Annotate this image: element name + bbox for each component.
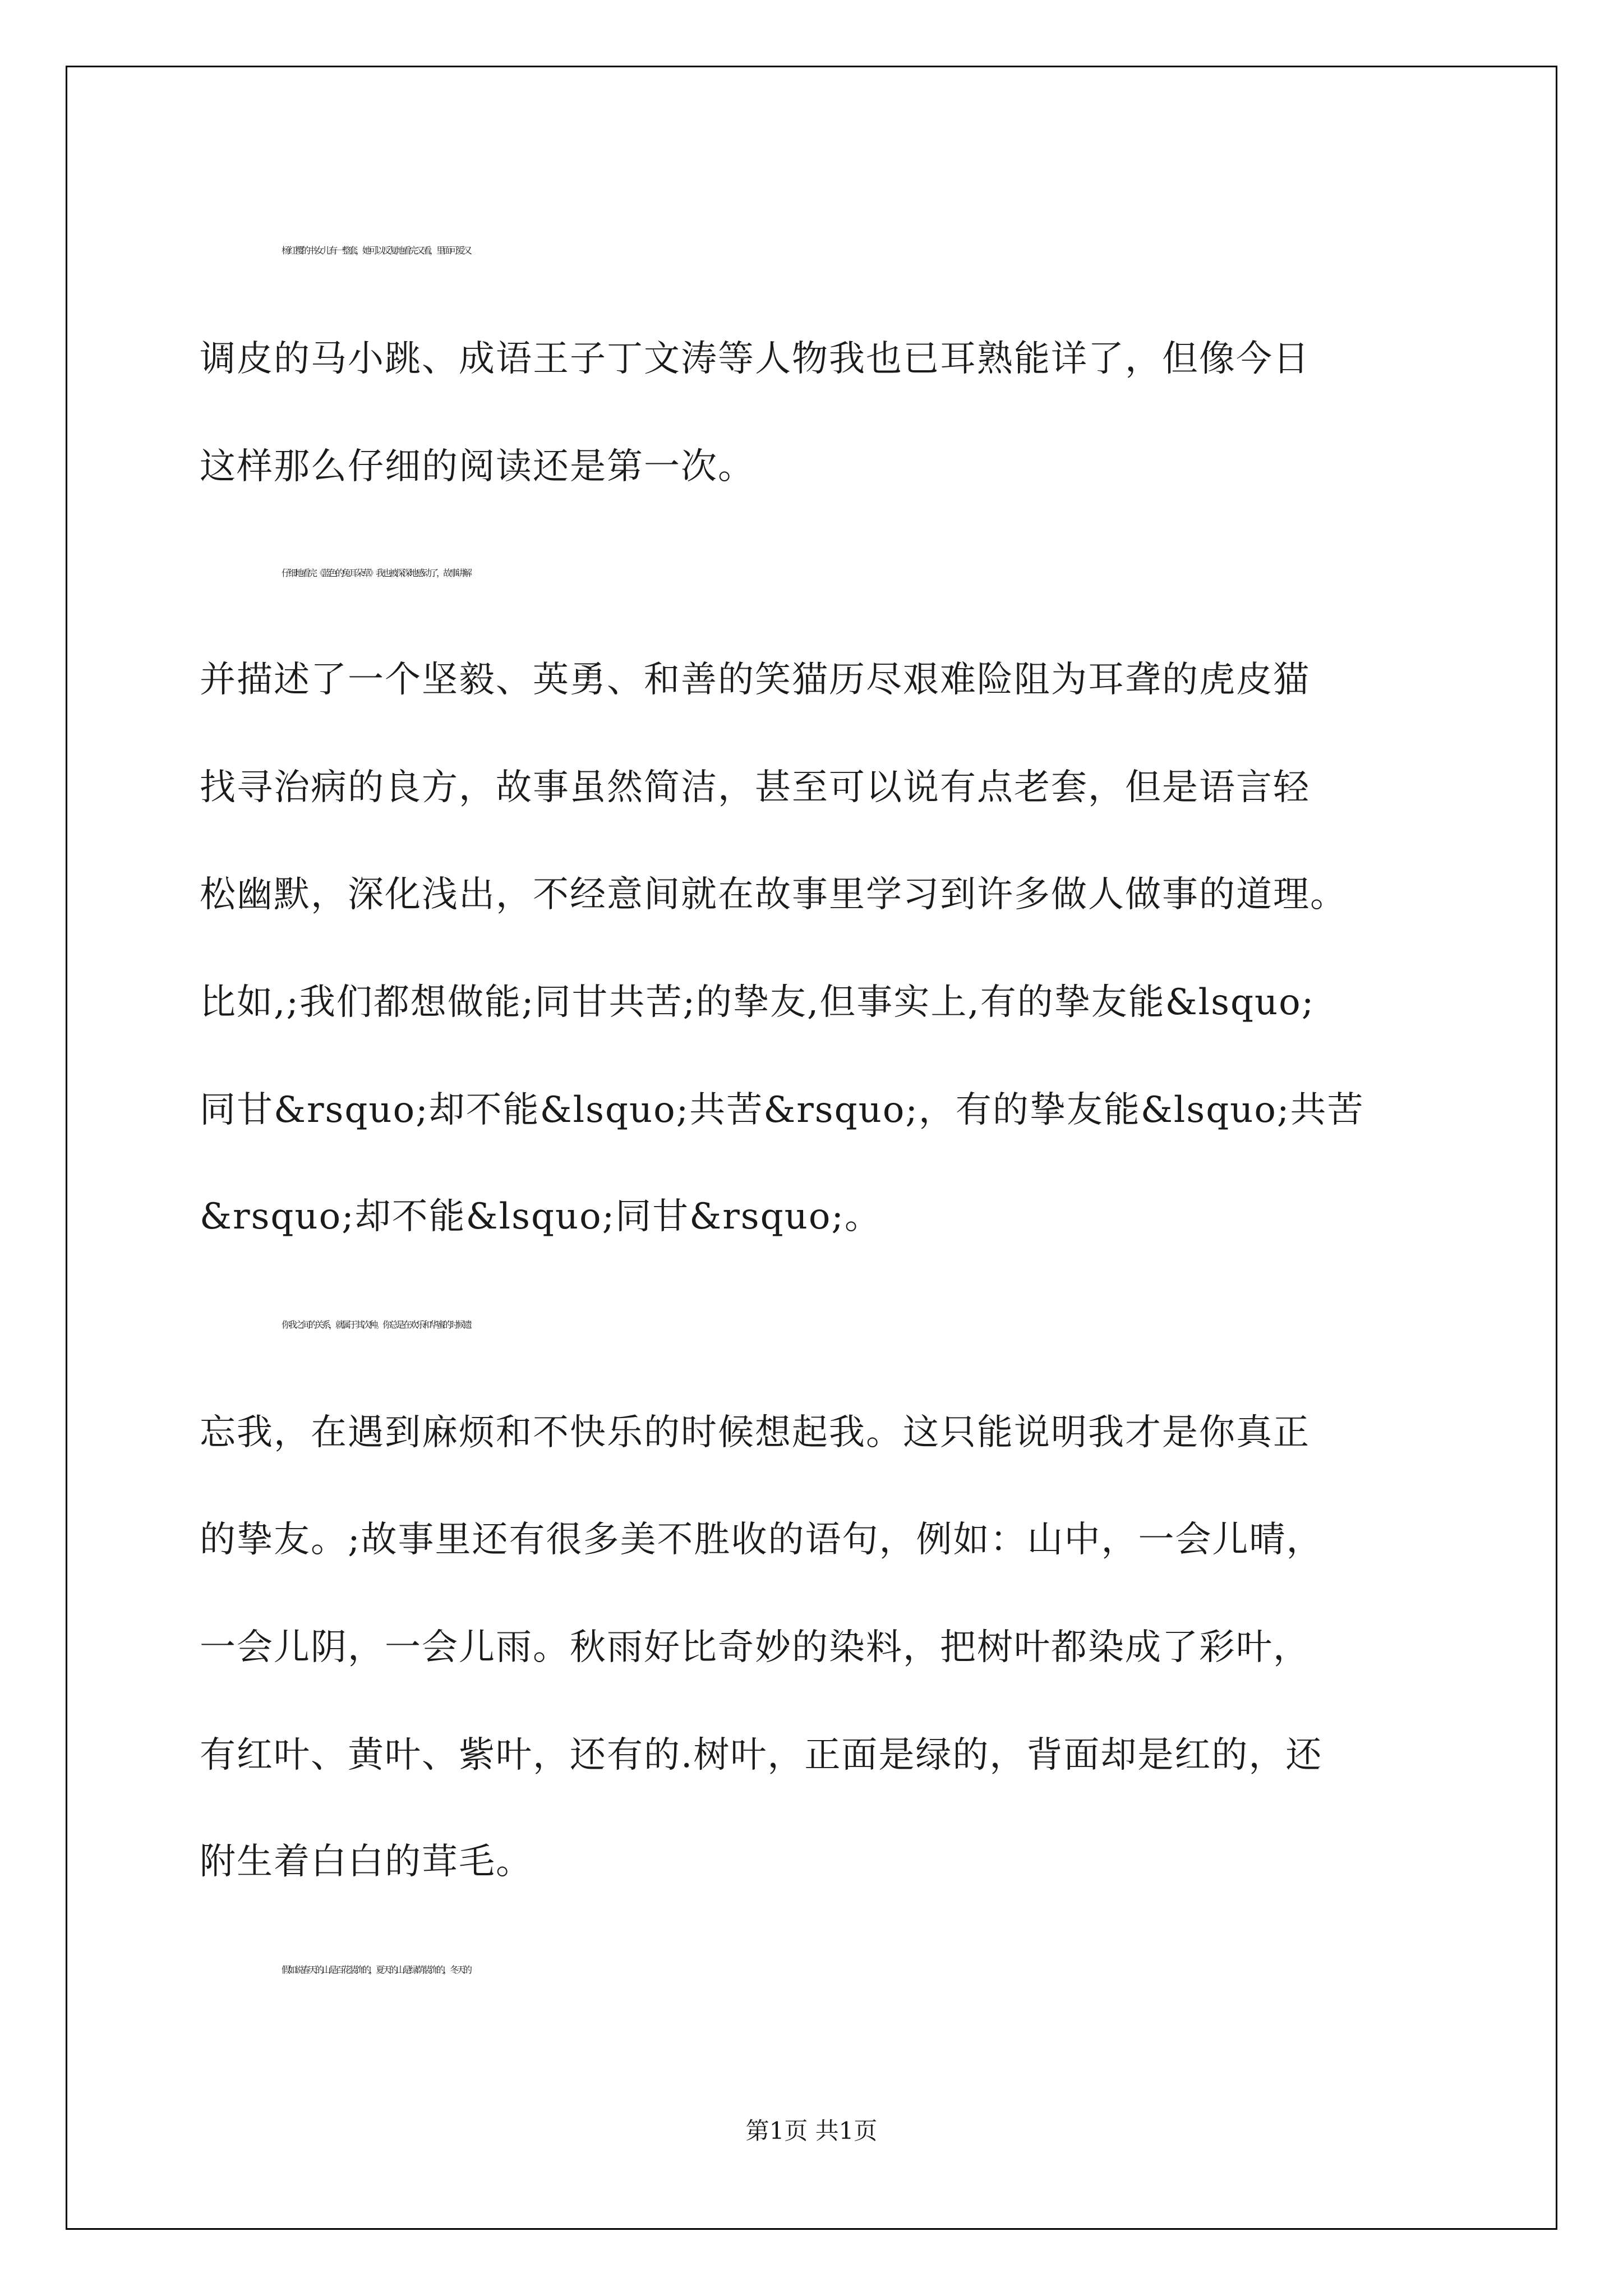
- paragraph-3-line-4: 一会儿阴，一会儿雨。秋雨好比奇妙的染料，把树叶都染成了彩叶，: [200, 1627, 1310, 1668]
- paragraph-2-line-4: 松幽默，深化浅出，不经意间就在故事里学习到许多做人做事的道理。: [200, 874, 1347, 915]
- page-border: [66, 66, 1557, 2230]
- page-number-footer: 第1页 共1页: [745, 2117, 878, 2145]
- paragraph-2-line-5: 比如,;我们都想做能;同甘共苦;的挚友,但事实上,有的挚友能&lsquo;: [200, 982, 1315, 1023]
- paragraph-3-line-3: 的挚友。;故事里还有很多美不胜收的语句，例如：山中，一会儿晴，: [200, 1519, 1324, 1561]
- paragraph-3-line-6: 附生着白白的茸毛。: [200, 1841, 533, 1883]
- paragraph-4-line-1: 假如说春天的山是百花装饰的，夏天的山是绿荫装饰的，冬天的: [282, 1964, 471, 1975]
- paragraph-1-line-3: 这样那么仔细的阅读还是第一次。: [200, 446, 755, 487]
- paragraph-2-line-2: 并描述了一个坚毅、英勇、和善的笑猫历尽艰难险阻为耳聋的虎皮猫: [200, 659, 1310, 701]
- paragraph-3-line-1: 你我之间的关系，就属于其次种。你总是在欢乐和华蜜的时候遗: [282, 1319, 471, 1330]
- paragraph-2-line-6: 同甘&rsquo;却不能&lsquo;共苦&rsquo;，有的挚友能&lsquo;共苦: [200, 1089, 1364, 1131]
- paragraph-3-line-2: 忘我，在遇到麻烦和不快乐的时候想起我。这只能说明我才是你真正: [200, 1412, 1310, 1453]
- paragraph-3-line-5: 有红叶、黄叶、紫叶，还有的.树叶，正面是绿的，背面却是红的，还: [200, 1734, 1323, 1776]
- paragraph-1-line-1: 杨红樱的书女儿有一整套，她可以反复地看完又看，里面可爱又: [282, 245, 471, 256]
- paragraph-2-line-3: 找寻治病的良方，故事虽然简洁，甚至可以说有点老套，但是语言轻: [200, 767, 1310, 808]
- paragraph-2-line-7: &rsquo;却不能&lsquo;同甘&rsquo;。: [200, 1196, 882, 1237]
- paragraph-2-line-1: 仔细地看完《蓝色的兔耳朵草》我也被深深地感动了，故事讲解: [282, 568, 471, 578]
- paragraph-1-line-2: 调皮的马小跳、成语王子丁文涛等人物我也已耳熟能详了，但像今日: [200, 338, 1310, 380]
